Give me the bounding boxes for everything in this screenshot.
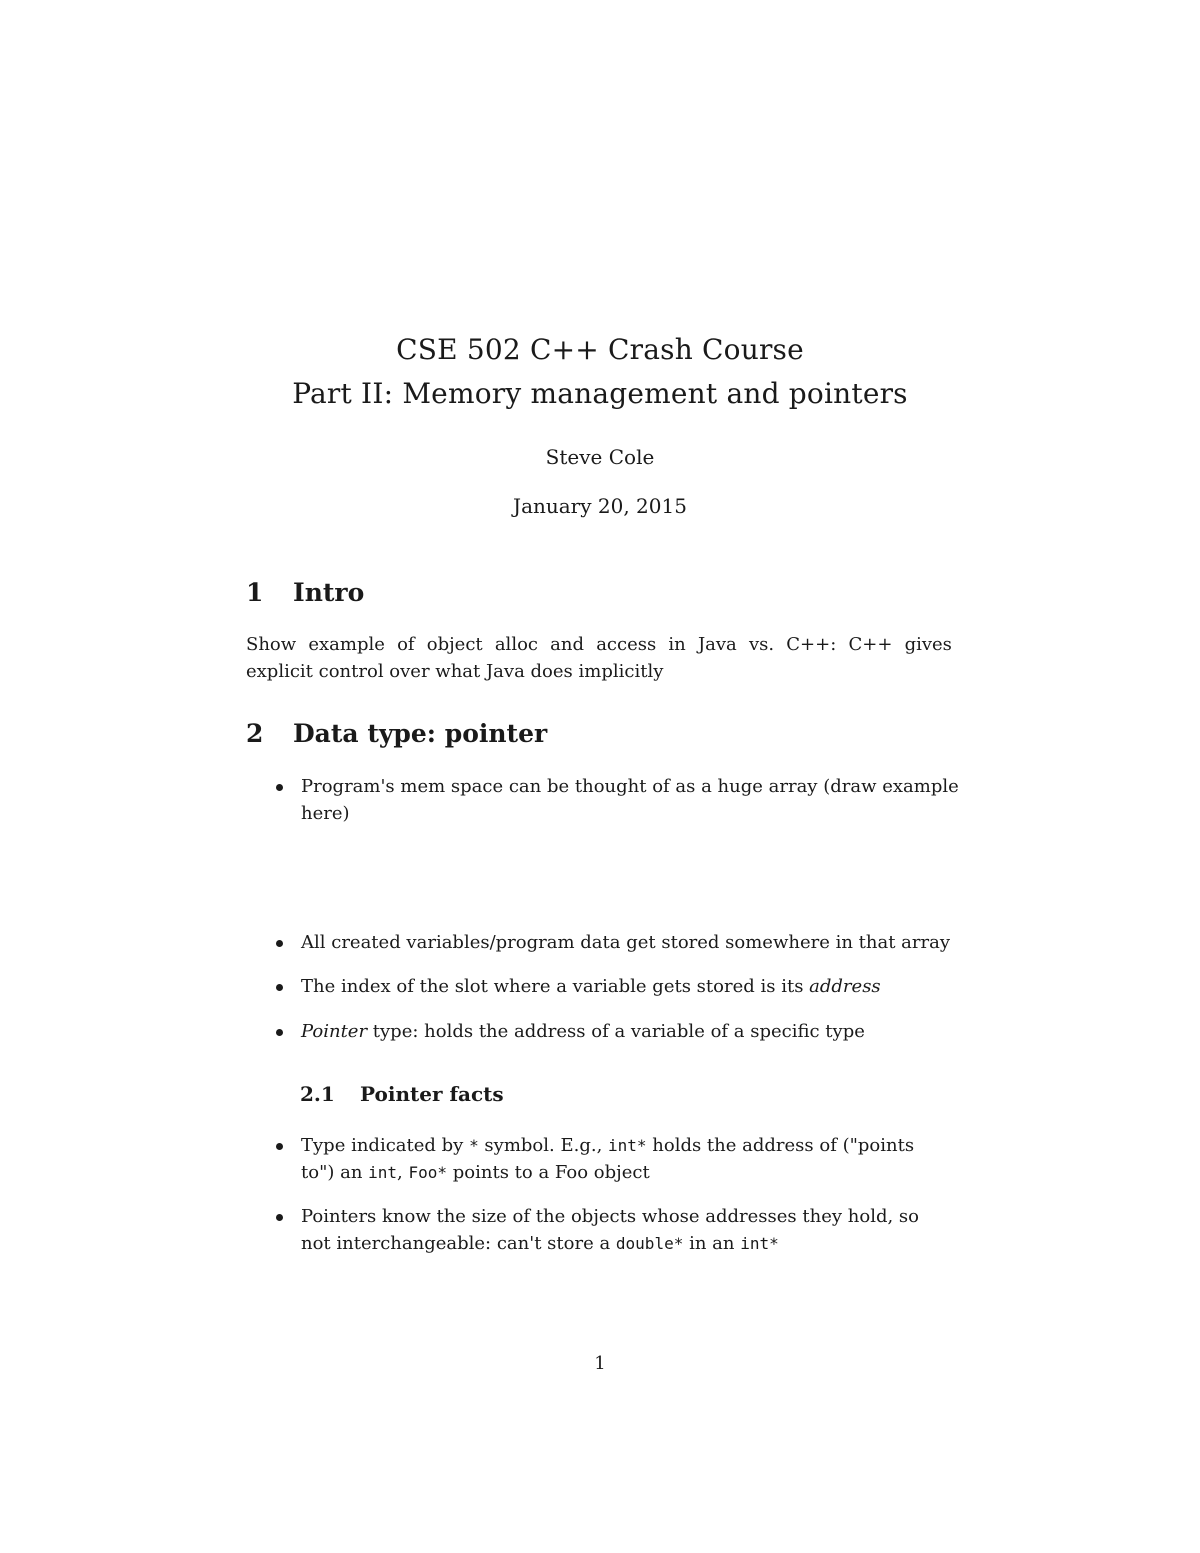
word: object: [426, 634, 483, 655]
word: vs.: [748, 634, 775, 655]
section-1-paragraph: [246, 631, 952, 685]
text-run: The index of the slot where a variable gets stored is its: [301, 976, 810, 997]
bullet-line: [301, 1132, 952, 1159]
word: Show: [246, 634, 297, 655]
bullet-icon: [276, 1214, 283, 1221]
section-number: 1: [246, 578, 264, 607]
bullet-line: [301, 973, 952, 1000]
code-text: *: [469, 1136, 479, 1155]
word: C++: [848, 634, 893, 655]
section-number: 2: [246, 719, 264, 748]
code-text: int*: [608, 1136, 647, 1155]
text-run: points to a Foo object: [447, 1162, 650, 1183]
text-run: type: holds the address of a variable of a specific type: [367, 1021, 865, 1042]
text-run: ,: [397, 1162, 409, 1183]
bullet-icon: [276, 1029, 283, 1036]
subsection-2-1-heading: [300, 1082, 504, 1106]
text-run: in an: [683, 1233, 741, 1254]
bullet-line: All created variables/program data get stored somewhere in that array: [301, 932, 951, 953]
bullet-icon: [276, 1143, 283, 1150]
subsection-title: Pointer facts: [360, 1082, 504, 1106]
bullet-line: Pointers know the size of the objects whose addresses they hold, so: [301, 1206, 919, 1227]
bullet-line: [301, 1018, 952, 1045]
section-2-heading: [246, 719, 547, 748]
word: access: [596, 634, 657, 655]
section-1-heading: [246, 578, 364, 607]
date: January 20, 2015: [513, 494, 687, 518]
bullet-line: Program's mem space can be thought of as a huge array (draw example: [301, 776, 959, 797]
document-subtitle: Part II: Memory management and pointers: [292, 377, 908, 410]
paragraph-line-1: [246, 631, 952, 658]
word: example: [308, 634, 385, 655]
author: Steve Cole: [545, 445, 655, 469]
word: and: [550, 634, 585, 655]
emphasis: Pointer: [301, 1021, 368, 1042]
code-text: double*: [615, 1234, 684, 1253]
word: gives: [904, 634, 952, 655]
page-number: 1: [594, 1353, 606, 1374]
text-run: symbol. E.g.,: [478, 1135, 609, 1156]
section-title: Intro: [293, 578, 365, 607]
code-text: Foo*: [408, 1163, 448, 1182]
bullet-line: here): [301, 803, 350, 824]
word: in: [668, 634, 686, 655]
text-run: Type indicated by: [301, 1135, 470, 1156]
word: alloc: [494, 634, 538, 655]
text-run: to") an: [301, 1162, 369, 1183]
emphasis: address: [809, 976, 881, 997]
word: of: [397, 634, 415, 655]
word: Java: [697, 634, 737, 655]
section-title: Data type: pointer: [293, 719, 548, 748]
bullet-line: [301, 1230, 952, 1257]
document-title: CSE 502 C++ Crash Course: [396, 333, 804, 366]
code-text: int: [368, 1163, 398, 1182]
word: C++:: [786, 634, 837, 655]
bullet-icon: [276, 784, 283, 791]
paragraph-line-2: explicit control over what Java does implicitly: [246, 661, 664, 682]
text-run: not interchangeable: can't store a: [301, 1233, 616, 1254]
bullet-icon: [276, 940, 283, 947]
text-run: holds the address of ("points: [646, 1135, 915, 1156]
code-text: int*: [740, 1234, 779, 1253]
subsection-number: 2.1: [300, 1082, 335, 1106]
bullet-line: [301, 1159, 952, 1186]
bullet-icon: [276, 984, 283, 991]
